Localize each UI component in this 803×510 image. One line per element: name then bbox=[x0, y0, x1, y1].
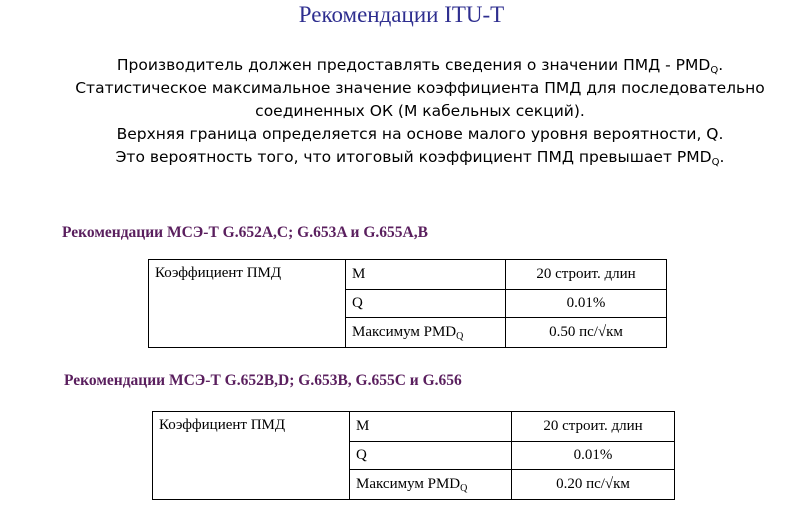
subscript: Q bbox=[710, 65, 719, 76]
intro-line-1: Производитель должен предоставлять сведения о значении ПМД - $PMD_Q$. bbox=[116, 56, 724, 76]
value-cell: 0.20 пс/√км bbox=[512, 470, 675, 500]
page-title: Рекомендации ITU-T bbox=[298, 2, 505, 27]
value-cell: 20 строит. длин bbox=[512, 412, 675, 442]
intro-line-3: соединенных ОК (М кабельных секций). bbox=[255, 102, 585, 120]
pmd-table-2 bbox=[152, 411, 675, 500]
param-cell: Q bbox=[350, 442, 512, 470]
section-heading-1: Рекомендации МСЭ-Т G.652A,C; G.653A и G.655A,B bbox=[62, 224, 428, 241]
param-cell: M bbox=[346, 260, 506, 290]
subscript: Q bbox=[711, 157, 720, 168]
param-cell: Максимум $PMD_Q$ bbox=[350, 470, 512, 500]
table-row bbox=[153, 412, 675, 442]
param-cell: Максимум $PMD_Q$ bbox=[346, 318, 506, 348]
value-cell: 0.01% bbox=[506, 290, 667, 318]
param-cell: M bbox=[350, 412, 512, 442]
value-cell: 0.50 пс/√км bbox=[506, 318, 667, 348]
param-cell: Q bbox=[346, 290, 506, 318]
value-cell: 20 строит. длин bbox=[506, 260, 667, 290]
value-cell: 0.01% bbox=[512, 442, 675, 470]
intro-line-5: Это вероятность того, что итоговый коэффициент ПМД превышает $PMD_Q$. bbox=[115, 148, 725, 168]
intro-line-4: Верхняя граница определяется на основе малого уровня вероятности, Q. bbox=[116, 125, 724, 143]
row-label: Коэффициент ПМД bbox=[149, 260, 346, 348]
row-label: Коэффициент ПМД bbox=[153, 412, 350, 500]
pmd-table-1 bbox=[148, 259, 667, 348]
section-heading-2: Рекомендации МСЭ-Т G.652B,D; G.653B, G.655C и G.656 bbox=[64, 372, 462, 389]
intro-paragraph bbox=[40, 54, 800, 169]
table-row bbox=[149, 260, 667, 290]
intro-line-2: Статистическое максимальное значение коэффициента ПМД для последовательно bbox=[75, 79, 765, 97]
